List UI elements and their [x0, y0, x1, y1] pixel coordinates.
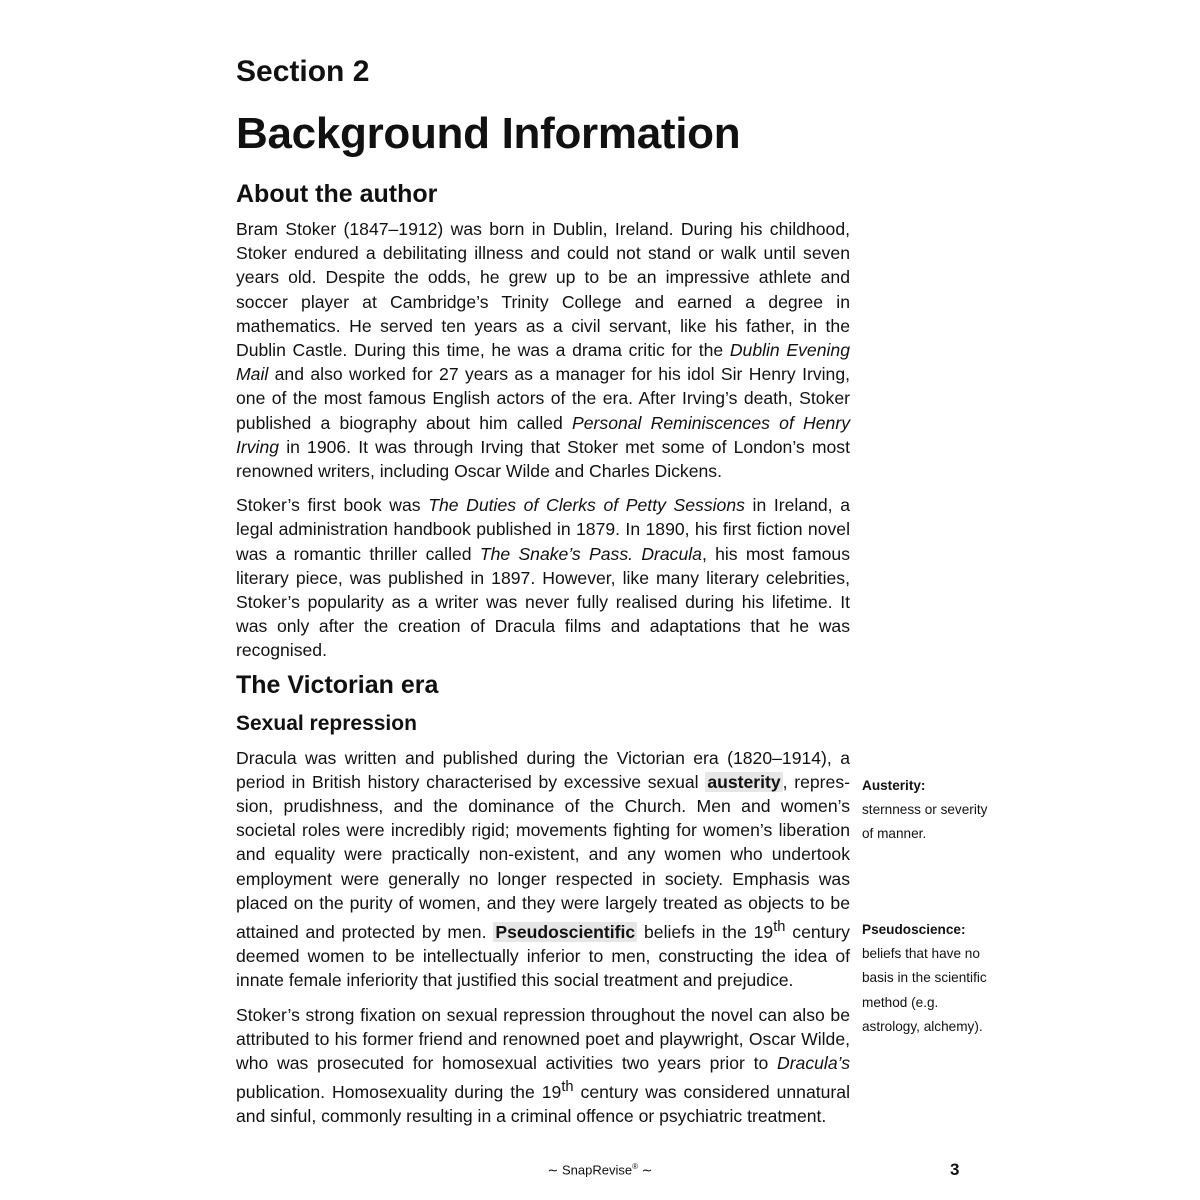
page-number: 3	[950, 1160, 960, 1179]
sidenote-term: Austerity:	[862, 778, 926, 793]
highlight-austerity: austerity	[707, 771, 781, 792]
footer-brand: ∼ SnapRevise® ∼	[547, 1162, 653, 1178]
paragraph-author-biography: Bram Stoker (1847–1912) was born in Dublin, Ireland. During his childhood, Stoker endured a debilitating illness and could not stand or walk until seven years old. Despite the odds, he grew up to be an impressive athlete and soccer player at Cambridge’s Trinity College and earned a degree in mathematics. He served ten years as a civil servant, like his father, in the Dublin Castle. During this time, he was a drama critic for the Dublin Evening Mail and also worked for 27 years as a manager for his idol Sir Henry Irving, one of the most famous English actors of the era. After Irving’s death, Stoker published a biography about him called Personal Reminiscences of Henry Irving in 1906. It was through Irving that Stoker met some of London’s most renowned writers, including Oscar Wilde and Charles Dickens.	[236, 219, 850, 482]
sidenote-definition: beliefs that have no basis in the scientific method (e.g. astrology, alchemy).	[862, 946, 987, 1034]
page-content	[236, 54, 850, 1128]
page-title: Background Information	[236, 109, 741, 158]
heading-victorian-era: The Victorian era	[236, 670, 439, 699]
heading-about-author: About the author	[236, 180, 438, 208]
sidenote-definition: sternness or severity of manner.	[862, 802, 988, 842]
sidenote-austerity	[862, 774, 992, 847]
paragraph-author-works: Stoker’s first book was The Duties of Clerks of Petty Sessions in Ireland, a legal administration handbook published in 1879. In 1890, his first fiction novel was a romantic thriller called The Snake’s Pass. Dracula, his most famous literary piece, was published in 1897. However, like many literary celebrities, Stoker’s popularity as a writer was never fully realised during his lifetime. It was only after the creation of Dracula films and adaptations that he was recognised.	[236, 495, 850, 661]
sidenote-pseudoscience	[862, 918, 992, 1039]
sidenote-term: Pseudoscience:	[862, 922, 966, 937]
paragraph-victorian-era: Dracula was written and published during the Victorian era (1820–1914), a period in British history characterised by excessive sexual austerity , repression, prudishness, and the dominance of the Church. Men and women’s societal roles were incredibly rigid; movements fighting for women’s liberation and equality were practically non-existent, and any women who undertook employment were generally no longer respected in society. Emphasis was placed on the purity of women, and they were largely treated as objects to be attained and protected by men. Pseudoscientific beliefs in the 19th century deemed women to be intellectually inferior to men, constructing the idea of innate female inferiority that justified this social treatment and prejudice.	[236, 747, 850, 991]
subheading-sexual-repression: Sexual repression	[236, 711, 417, 735]
highlight-pseudoscientific: Pseudoscientific	[495, 921, 636, 942]
section-label: Section 2	[236, 55, 370, 88]
paragraph-oscar-wilde: Stoker’s strong fixation on sexual repression throughout the novel can also be attributed to his former friend and renowned poet and playwright, Oscar Wilde, who was prosecuted for homosexual activities two years prior to Dracula’s publication. Homosexuality during the 19th century was considered unnatural and sinful, commonly resulting in a criminal offence or psychiatric treatment.	[236, 1004, 850, 1127]
